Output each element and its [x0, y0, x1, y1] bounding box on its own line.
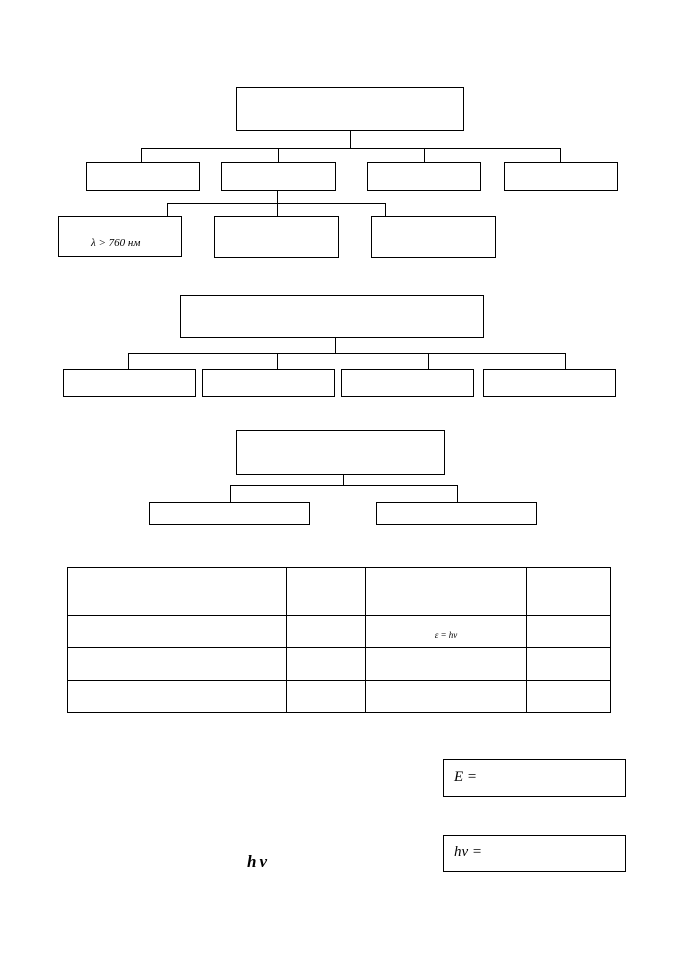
hv-formula-box — [443, 835, 626, 872]
table-cell — [287, 616, 366, 648]
diagram2-child-box-1 — [63, 369, 196, 397]
table-cell — [527, 616, 611, 648]
connector — [167, 203, 385, 204]
diagram1-child-box-2 — [221, 162, 336, 191]
connector — [343, 475, 344, 485]
connector — [167, 203, 168, 216]
table-cell — [527, 648, 611, 681]
connector — [230, 485, 231, 502]
diagram2-child-box-2 — [202, 369, 335, 397]
table-cell — [527, 681, 611, 713]
table-cell — [527, 568, 611, 616]
connector — [141, 148, 561, 149]
table-cell — [68, 648, 287, 681]
diagram3-root-box — [236, 430, 445, 475]
table-cell — [68, 568, 287, 616]
connector — [128, 353, 129, 369]
table-cell — [366, 616, 527, 648]
table-cell — [287, 568, 366, 616]
diagram1-child-box-4 — [504, 162, 618, 191]
table-row — [68, 616, 611, 648]
diagram2-root-box — [180, 295, 484, 338]
connector — [335, 338, 336, 353]
diagram2-child-box-3 — [341, 369, 474, 397]
connector — [128, 353, 565, 354]
connector — [428, 353, 429, 369]
table-row — [68, 568, 611, 616]
connector — [350, 131, 351, 148]
connector — [424, 148, 425, 162]
connector — [565, 353, 566, 369]
energy-formula-box — [443, 759, 626, 797]
blank-table — [67, 567, 611, 713]
energy-label: E = — [454, 769, 478, 785]
table-cell — [287, 648, 366, 681]
table-cell — [287, 681, 366, 713]
table-cell — [68, 616, 287, 648]
table-row — [68, 681, 611, 713]
connector — [141, 148, 142, 162]
connector — [230, 485, 458, 486]
connector — [560, 148, 561, 162]
table-cell — [366, 681, 527, 713]
table-cell — [366, 568, 527, 616]
diagram1-child-box-1 — [86, 162, 200, 191]
connector — [277, 191, 278, 203]
table-row — [68, 648, 611, 681]
diagram3-child-box-1 — [149, 502, 310, 525]
table-cell — [68, 681, 287, 713]
diagram1-leaf-box-3 — [371, 216, 496, 258]
connector — [278, 148, 279, 162]
diagram1-leaf-box-1 — [58, 216, 182, 257]
diagram1-root-box — [236, 87, 464, 131]
photon-energy-formula: ε = hν — [434, 629, 458, 640]
connector — [385, 203, 386, 216]
diagram1-leaf-box-2 — [214, 216, 339, 258]
hv-symbol: hν — [247, 852, 270, 871]
diagram1-child-box-3 — [367, 162, 481, 191]
diagram3-child-box-2 — [376, 502, 537, 525]
wavelength-label: λ > 760 нм — [91, 237, 141, 249]
diagram2-child-box-4 — [483, 369, 616, 397]
connector — [457, 485, 458, 502]
connector — [277, 203, 278, 216]
connector — [277, 353, 278, 369]
hv-label: hν = — [454, 844, 483, 860]
table-cell — [366, 648, 527, 681]
